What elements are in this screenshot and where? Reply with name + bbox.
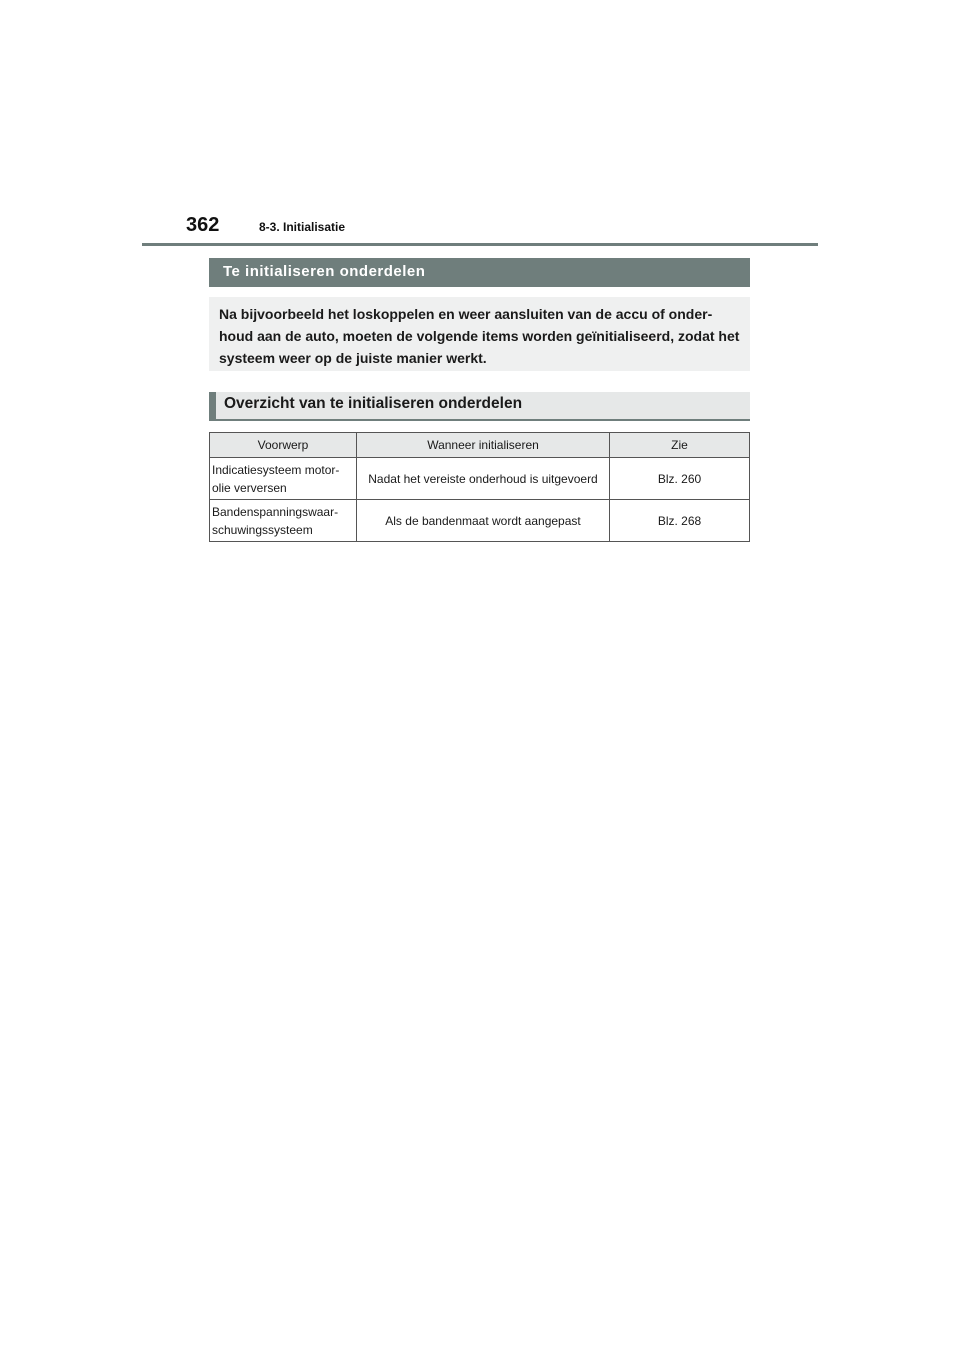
page-number: 362: [186, 214, 220, 236]
column-header-item: Voorwerp: [210, 433, 357, 458]
row-item-line: schuwingssysteem: [212, 522, 313, 537]
row-item-line: olie verversen: [212, 480, 287, 495]
row-page-reference: Blz. 268: [610, 500, 750, 542]
row-when: Als de bandenmaat wordt aangepast: [357, 500, 610, 542]
row-page-reference: Blz. 260: [610, 458, 750, 500]
row-item-line: Indicatiesysteem motor-: [212, 462, 340, 477]
intro-text: Na bijvoorbeeld het loskoppelen en weer aansluiten van de accu of onder-houd aan de auto, moeten de volgende items worden geïnitialiseerd, zodat het systeem weer op de juiste manier werkt.: [209, 297, 750, 371]
table-row: [210, 500, 750, 542]
column-header-ref: Zie: [610, 433, 750, 458]
chapter-title: 8-3. Initialisatie: [259, 220, 346, 234]
header-rule: [142, 243, 818, 246]
section-title: Te initialiseren onderdelen: [209, 258, 750, 287]
initialization-table: [209, 432, 750, 542]
subsection-title: Overzicht van te initialiseren onderdelen: [209, 392, 750, 421]
row-item: [210, 458, 357, 500]
row-when: Nadat het vereiste onderhoud is uitgevoerd: [357, 458, 610, 500]
column-header-when: Wanneer initialiseren: [357, 433, 610, 458]
row-item: [210, 500, 357, 542]
table-row: [210, 458, 750, 500]
row-item-line: Bandenspanningswaar-: [212, 504, 339, 519]
table-header-row: [210, 433, 750, 458]
